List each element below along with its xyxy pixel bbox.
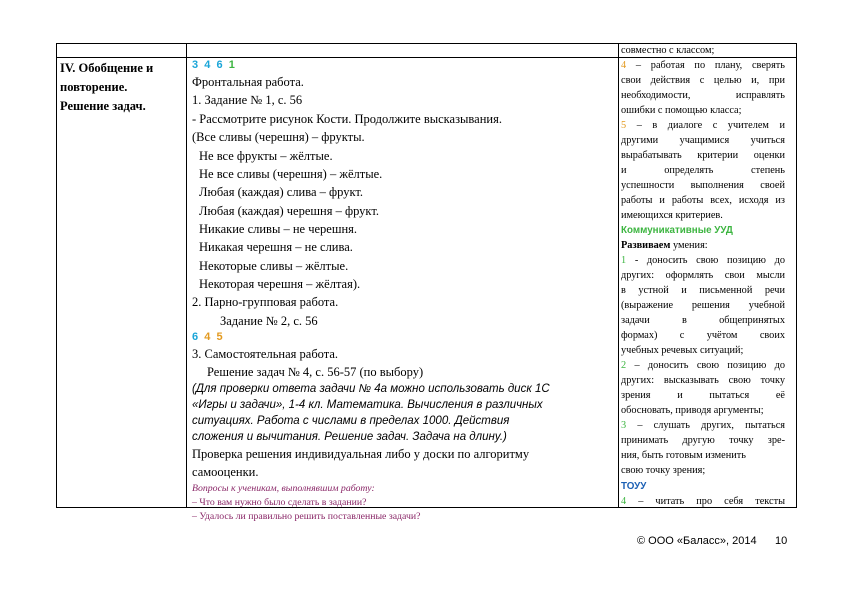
competence-numbers-1: 3 4 6 1 [192,59,235,71]
section-title-line-2: повторение. [60,80,128,94]
statement-line: Не все фрукты – жёлтые. [199,149,333,163]
page-number: 10 [775,535,788,547]
note-line: (Для проверки ответа задачи № 4а можно использовать диск 1С [192,383,550,395]
right-para-line: другими учащимися учиться [621,135,785,146]
check-line: самооценки. [192,465,259,479]
right-para-line: зрения и пытаться её [621,390,785,401]
right-para-line: (выражение решения учебной [621,300,785,311]
task-2-heading: Задание № 2, с. 56 [220,314,318,328]
statement-line: Некоторая черешня – жёлтая). [199,277,361,291]
question-item: – Удалось ли правильно решить поставленные задачи? [192,511,421,522]
develop-skills-label: Развиваем умения: [621,240,708,251]
right-para-line: вырабатывать критерии оценки [621,150,785,161]
note-line: ситуациях. Работа с числами в пределах 1000. Действия [192,415,510,427]
table-col-divider-2 [618,43,619,508]
right-para-line: успешности выполнения своей [621,180,785,191]
right-para-line: 3 – слушать других, пытаться [621,420,785,431]
pair-work-heading: 2. Парно-групповая работа. [192,295,339,309]
right-para-line: задачи в общепринятых [621,315,785,326]
task-1-heading: 1. Задание № 1, с. 56 [192,93,303,107]
table-row-divider [56,57,797,58]
top-right-text: совместно с классом; [621,45,715,56]
right-para-line: свою точку зрения; [621,465,706,476]
right-para-line: 5 – в диалоге с учителем и [621,120,785,131]
right-para-line: в устной и письменной речи [621,285,785,296]
communicative-heading: Коммуникативные УУД [621,225,733,236]
table-col-divider-1 [186,43,187,508]
right-para-line: принимать другую точку зре- [621,435,785,446]
right-para-line: ния, быть готовым изменить [621,450,746,461]
footer-copyright: © ООО «Баласс», 2014 [637,535,757,547]
right-para-line: свои действия с целью и, при [621,75,785,86]
right-para-line: ошибки с помощью класса; [621,105,742,116]
toyu-heading: ТОУУ [621,481,647,492]
statement-line: (Все сливы (черешня) – фрукты. [192,130,365,144]
task-3-heading: Решение задач № 4, с. 56-57 (по выбору) [207,365,424,379]
question-item: – Что вам нужно было сделать в задании? [192,497,367,508]
right-para-line: имеющихся критериев. [621,210,723,221]
right-para-line: 4 – работая по плану, сверять [621,60,786,71]
statement-line: Любая (каждая) черешня – фрукт. [199,204,379,218]
section-title-line-3: Решение задач. [60,99,146,113]
right-para-line: формах) с учётом своих [621,330,785,341]
statement-line: Некоторые сливы – жёлтые. [199,259,349,273]
right-para-line: учебных речевых ситуаций; [621,345,744,356]
table-right-border [796,43,797,508]
statement-line: Никакие сливы – не черешня. [199,222,358,236]
right-para-line: обосновать, приводя аргументы; [621,405,764,416]
frontal-work-heading: Фронтальная работа. [192,75,304,89]
questions-title: Вопросы к ученикам, выполнявшим работу: [192,483,375,494]
statement-line: Не все сливы (черешня) – жёлтые. [199,167,383,181]
statement-line: Любая (каждая) слива – фрукт. [199,185,364,199]
right-para-line: других: оформлять свои мысли [621,270,785,281]
right-para-line: работы и работы всех, исходя из [621,195,785,206]
independent-work-heading: 3. Самостоятельная работа. [192,347,339,361]
statement-line: Никакая черешня – не слива. [199,240,353,254]
right-para-line: 4 – читать про себя тексты [621,496,785,507]
note-line: «Игры и задачи», 1-4 кл. Математика. Вычисления в различных [192,399,543,411]
right-para-line: необходимости, исправлять [621,90,785,101]
right-para-line: 2 – доносить свою позицию до [621,360,785,371]
competence-numbers-2: 6 4 5 [192,331,223,343]
right-para-line: и определять степень [621,165,785,176]
right-para-line: 1 - доносить свою позицию до [621,255,785,266]
task-1-instruction: - Рассмотрите рисунок Кости. Продолжите высказывания. [192,112,502,126]
section-title-line-1: IV. Обобщение и [60,61,154,75]
table-top-border [56,43,797,44]
note-line: сложения и вычитания. Решение задач. Задача на длину.) [192,431,507,443]
table-left-border [56,43,57,508]
check-line: Проверка решения индивидуальная либо у доски по алгоритму [192,447,530,461]
right-para-line: других: высказывать свою точку [621,375,785,386]
